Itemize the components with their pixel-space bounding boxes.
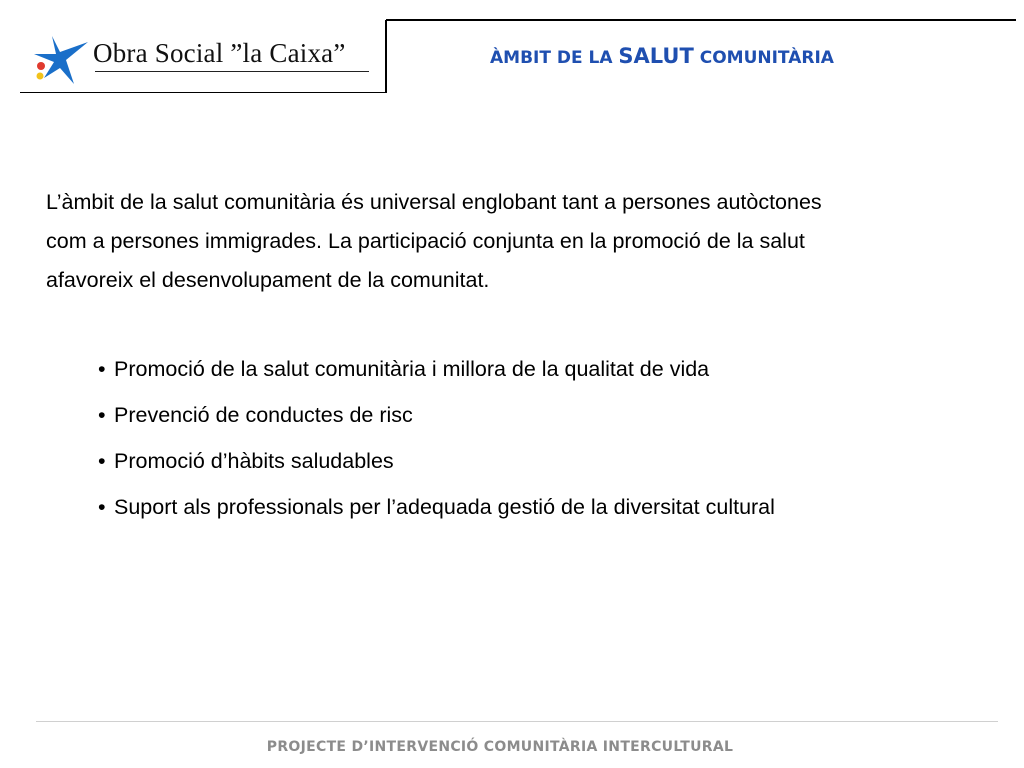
bullet-text: Promoció d’hàbits saludables (114, 449, 394, 473)
page-title-prefix: ÀMBIT DE LA (490, 48, 619, 68)
logo-box (20, 20, 386, 93)
bullet-item (98, 349, 775, 395)
bullet-item (98, 395, 775, 441)
intro-line: L’àmbit de la salut comunitària és universal englobant tant a persones autòctones (46, 190, 822, 214)
page-title-emphasis: SALUT (618, 44, 694, 68)
logo-text: Obra Social ”la Caixa” (93, 38, 346, 68)
footer-rule (36, 721, 998, 722)
footer-text: PROJECTE D’INTERVENCIÓ COMUNITÀRIA INTERCULTURAL (266, 739, 734, 755)
bullet-text: Prevenció de conductes de risc (114, 403, 413, 427)
bullet-marker: • (98, 357, 106, 381)
bullet-marker: • (98, 495, 106, 519)
bullet-text: Suport als professionals per l’adequada gestió de la diversitat cultural (114, 495, 775, 519)
bullet-item (98, 487, 775, 533)
header-divider (386, 19, 387, 93)
bullet-text: Promoció de la salut comunitària i millora de la qualitat de vida (114, 357, 710, 381)
bullet-list (98, 349, 775, 533)
la-caixa-star-icon (30, 34, 90, 86)
bullet-item (98, 441, 775, 487)
page-title-suffix: COMUNITÀRIA (693, 48, 834, 68)
logo-underline (95, 71, 369, 72)
bullet-marker: • (98, 449, 106, 473)
bullet-marker: • (98, 403, 106, 427)
header-top-rule (386, 19, 1016, 21)
intro-line: afavoreix el desenvolupament de la comunitat. (46, 268, 490, 292)
intro-line: com a persones immigrades. La participació conjunta en la promoció de la salut (46, 229, 805, 253)
page-title (490, 44, 834, 68)
intro-paragraph (46, 183, 986, 300)
